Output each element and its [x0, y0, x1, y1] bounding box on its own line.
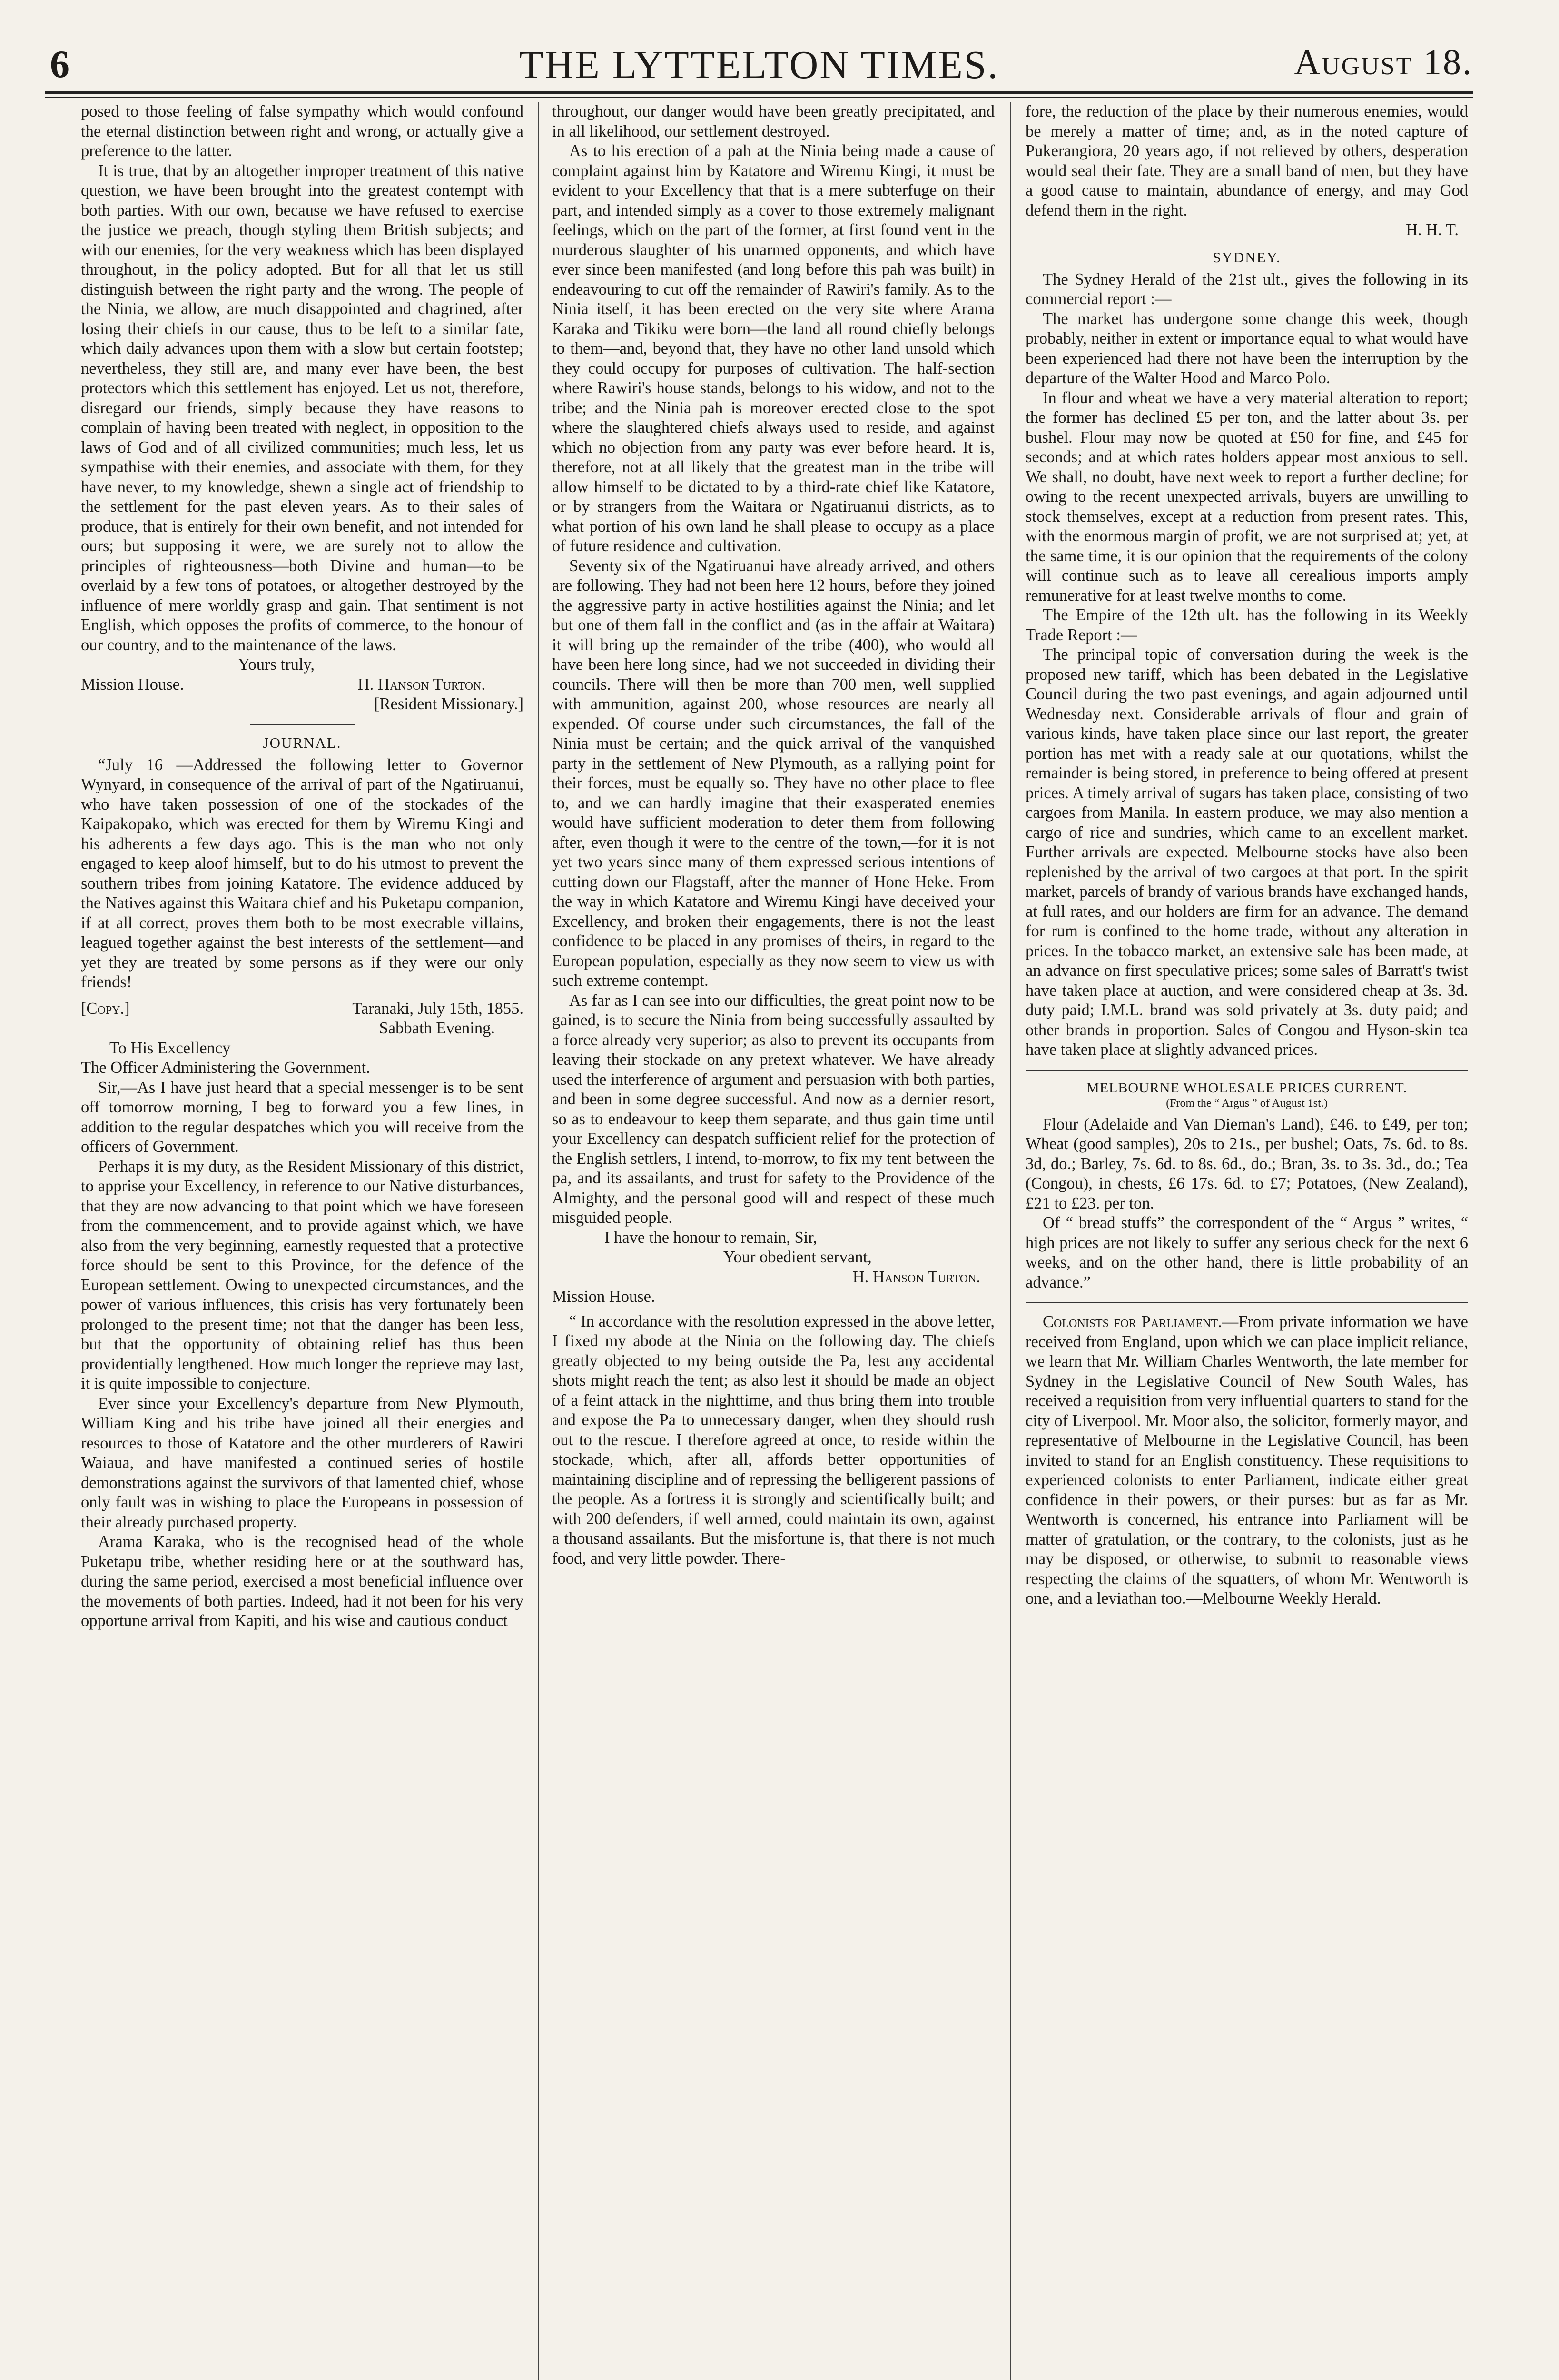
- signature-block: [552, 1228, 995, 1307]
- paragraph: Sir,—As I have just heard that a special messenger is to be sent off tomorrow morning, I beg to forward you a few lines, in addition to the regular despatches which you will receive from the officers of Government.: [81, 1078, 523, 1156]
- letter-addressee: To His Excellency: [109, 1039, 231, 1057]
- paragraph: The Empire of the 12th ult. has the following in its Weekly Trade Report :—: [1026, 606, 1468, 644]
- paragraph: “July 16 —Addressed the following letter to Governor Wynyard, in consequence of the arrival of part of the Ngatiruanui, who have taken possession of one of the stockades of the Kaipakopako, which was erected for them by Wiremu Kingi and his adherents a few days ago. This is the man who not only engaged to keep aloof himself, but to do his utmost to prevent the southern tribes from joining Katatore. The evidence adduced by the Natives against this Waitara chief and his Puketapu companion, if at all correct, proves them both to be most execrable villains, leagued together against the best interests of the settlement—and yet they are treated by some persons as if they were our only friends!: [81, 755, 523, 991]
- paragraph: “ In accordance with the resolution expressed in the above letter, I fixed my abode at the Ninia on the following day. The chiefs greatly objected to my being outside the Pa, lest any accidental shots might reach the tent; as also lest it should be made an object of a feint attack in the nighttime, and thus bring them into trouble and expose the Pa to unnecessary danger, when they should rush out to the rescue. I therefore agreed at once, to reside within the stockade, which, after all, affords better opportunities of maintaining discipline and of repressing the belligerent passions of the people. As a fortress it is strongly and scientifically built; and with 200 defenders, if well armed, could maintain its own, against a thousand assailants. But the misfortune is, that there is not much food, and very little powder. There-: [552, 1312, 995, 1567]
- letter-place-date: Taranaki, July 15th, 1855.: [352, 999, 523, 1018]
- paragraph: The principal topic of conversation during the week is the proposed new tariff, which has been debated in the Legislative Council during the two past evenings, and again adjourned until Wednesday next. Considerable arrivals of flour and grain of various kinds, have taken place since our last report, the greater portion has met with a ready sale at our quotations, whilst the remainder is being stored, in preference to being offered at present prices. A timely arrival of sugars has taken place, consisting of two cargoes from Manila. In eastern produce, we may also mention a cargo of rice and sundries, which came to an excellent market. Further arrivals are expected. Melbourne stocks have also been replenished by the arrival of two cargoes at that port. In the spirit market, parcels of brandy of various brands have exchanged hands, at full rates, and our holders are firm for an advance. The demand for rum is confined to the home trade, without any alteration in prices. In the tobacco market, an extensive sale has been made, at an advance on first speculative prices; some sales of Barratt's twist have taken place at auction, and were considered cheap at 3s. 3d. duty paid; I.M.L. brand was sold privately at 3s. duty paid; and other brands in proportion. Sales of Congou and Hyson-skin tea have taken place at slightly advanced prices.: [1026, 645, 1468, 1059]
- signature-closing: I have the honour to remain, Sir,: [604, 1228, 818, 1247]
- signature-name: H. Hanson Turton.: [357, 675, 485, 694]
- section-source: (From the “ Argus ” of August 1st.): [1166, 1097, 1328, 1110]
- paragraph: Perhaps it is my duty, as the Resident Missionary of this district, to apprise your Excellency, in reference to our Native disturbances, that they are now advancing to that point which we have foreseen from the commencement, and to provide against which, we have also from the very beginning, earnestly requested that a protective force should be sent to this Province, for the defence of the European settlement. Owing to unexpected circumstances, and the power of various influences, this crisis has very fortunately been prolonged to the present time; not that the danger has been less, but that the opportunity of obtaining relief has thus been providentially lengthened. How much longer the reprieve may last, it is quite impossible to conjecture.: [81, 1157, 523, 1393]
- section-rule: [250, 724, 355, 725]
- signature-place: Mission House.: [81, 675, 184, 694]
- letter-header: [81, 999, 523, 1078]
- run-in-heading: Colonists for Parliament.: [1043, 1313, 1222, 1331]
- paragraph: Arama Karaka, who is the recognised head of the whole Puketapu tribe, whether residing here or at the southward has, during the same period, exercised a most beneficial influence over the movements of both parties. Indeed, had it not been for his very opportune arrival from Kapiti, and his wise and cautious conduct: [81, 1533, 523, 1630]
- signature-closing: Yours truly,: [238, 655, 315, 674]
- paragraph: posed to those feeling of false sympathy which would confound the eternal distinction between right and wrong, or actually give a preference to the latter.: [81, 102, 523, 160]
- signature-servant: Your obedient servant,: [723, 1248, 872, 1266]
- paragraph: Seventy six of the Ngatiruanui have already arrived, and others are following. They had not been here 12 hours, before they joined the aggressive party in active hostilities against the Ninia; and let but one of them fall in the conflict and (as in the affair at Waitara) it will bring up the remainder of the tribe (400), who would all have been here long since, had we not succeeded in dividing their councils. There will then be more than 700 men, well supplied with ammunition, against 200, whose resources are nearly all expended. Of course under such circumstances, the fall of the Ninia must be certain; and the quick arrival of the vanquished party in the settlement of New Plymouth, as a rallying point for their forces, must be equally so. They have no other place to flee to, and we can hardly imagine that their exasperated enemies would have sufficient moderation to deter them from following after, even though it were to the centre of the town,—for it is not yet two years since many of them expressed serious intentions of cutting down our Flagstaff, after the manner of Hone Heke. From the way in which Katatore and Wiremu Kingi have deceived your Excellency, and broken their engagements, there is not the least confidence to be placed in any promises of theirs, in regard to the European population, especially as they now seem to view us with such extreme contempt.: [552, 556, 995, 990]
- paragraph: As to his erection of a pah at the Ninia being made a cause of complaint against him by Katatore and Wiremu Kingi, it must be evident to your Excellency that that is a mere subterfuge on their part, and intended simply as a cover to those extremely malignant feelings, which on the part of the former, at first found vent in the murderous slaughter of his unarmed opponents, and which have ever since been manifested (and long before this pah was built) in endeavouring to cut off the remainder of Rawiri's family. As to the Ninia itself, it has been erected on the very site where Arama Karaka and Tikiku were born—the land all round chiefly belongs to them—and, beyond that, they have no other land unsold which they could occupy for purposes of cultivation. The half-section where Rawiri's house stands, belongs to his widow, and not to the tribe; and the Ninia pah is moreover erected close to the spot where the slaughtered chiefs always used to reside, and against which no objection from any party was ever before heard. It is, therefore, not at all likely that the greatest man in the tribe will allow himself to be dictated to by a third-rate chief like Katatore, or by strangers from the Waitara or Ngatiruanui districts, as to what portion of his own land he shall please to occupy as a place of future residence and cultivation.: [552, 142, 995, 555]
- paragraph: In flour and wheat we have a very material alteration to report; the former has declined £5 per ton, and the latter about 3s. per bushel. Flour may now be quoted at £50 for fine, and £45 for seconds; and at which rates holders appear most anxious to sell. We shall, no doubt, have next week to report a further decline; for owing to the recent unexpected arrivals, buyers are unwilling to stock themselves, except at a reduction from present rates. This, with the enormous margin of profit, we are not surprised at; yet, at the same time, it is our opinion that the requirements of the colony will continue such as to leave all cerealious imports amply remunerative for at least twelve months to come.: [1026, 388, 1468, 605]
- letter-day: Sabbath Evening.: [379, 1019, 495, 1037]
- section-rule: [1026, 1302, 1468, 1303]
- paragraph: The market has undergone some change this week, though probably, neither in extent or importance equal to what would have been experienced had there not have been the interruption by the departure of the Walter Hood and Marco Polo.: [1026, 309, 1468, 387]
- masthead-rule-thin: [45, 97, 1473, 98]
- paragraph: Flour (Adelaide and Van Dieman's Land), £46. to £49, per ton; Wheat (good samples), 20s to 21s., per bushel; Oats, 7s. 6d. to 8s. 3d, do.; Barley, 7s. 6d. to 8s. 6d., do.; Bran, 3s. to 3s. 3d., do.; Tea (Congou), in chests, £6 17s. 6d. to £7; Potatoes, (New Zealand), £21 to £23. per ton.: [1026, 1115, 1468, 1212]
- column-divider: [1010, 102, 1011, 2380]
- newspaper-title: THE LYTTELTON TIMES.: [519, 43, 999, 87]
- section-heading: MELBOURNE WHOLESALE PRICES CURRENT.: [1086, 1080, 1407, 1096]
- column-3: [1026, 102, 1468, 2380]
- page-number: 6: [50, 42, 69, 86]
- paragraph: It is true, that by an altogether improper treatment of this native question, we have been brought into the greatest contempt with both parties. With our own, because we have refused to exercise the justice we preach, though styling them British subjects; and with our enemies, for the very weakness which has been displayed throughout, in the policy adopted. But for all that let us still distinguish between the right party and the wrong. The people of the Ninia, we allow, are much disappointed and chagrined, after losing their chiefs in our cause, thus to be left to a similar fate, which daily advances upon them with a slow but certain footstep; nevertheless, they still are, and many ever have been, the best protectors which this settlement has enjoyed. Let us not, therefore, disregard our friends, simply because they have reasons to complain of having been treated with neglect, in opposition to the laws of God and of all civilized communities; much less, let us sympathise with their enemies, and associate with them, for they have never, to my knowledge, shewn a single act of friendship to the settlement for the past eleven years. As to their sales of produce, that is entirely for their own benefit, and not intended for ours; but supposing it were, we are surely not to allow the principles of righteousness—both Divine and human—to be overlaid by a few tons of potatoes, or altogether destroyed by the influence of mere worldly grasp and gain. That sentiment is not English, which opposes the profits of commerce, to the honour of our country, and to the maintenance of the laws.: [81, 161, 523, 654]
- column-1: [81, 102, 523, 2380]
- letter-addressee-title: The Officer Administering the Government.: [81, 1059, 370, 1077]
- section-heading: SYDNEY.: [1213, 248, 1281, 266]
- paragraph-body: —From private information we have received from England, upon which we can place implicit reliance, we learn that Mr. William Charles Wentworth, the late member for Sydney in the Legislative Council of New South Wales, has received a requisition from very influential quarters to stand for the city of Liverpool. Mr. Moor also, the solicitor, formerly mayor, and representative of Melbourne in the Legislative Council, has been invited to stand for an English constituency. These requisitions to experienced colonists to enter Parliament, indicate either great confidence in their powers, or their purses: but as far as Mr. Wentworth is concerned, his entrance into Parliament will be matter of gratulation, or the contrary, to the colonists, just as he may be disposed, or otherwise, to submit to reasonable views respecting the claims of the squatters, of whom Mr. Wentworth is one, and a leviathan too.—Melbourne Weekly Herald.: [1026, 1313, 1468, 1607]
- letter-copy-line: [81, 999, 523, 1019]
- signature-line: [81, 675, 523, 695]
- initials-signature: H. H. T.: [1406, 221, 1459, 239]
- signature-name: H. Hanson Turton.: [852, 1268, 980, 1286]
- column-2: [552, 102, 995, 2380]
- paragraph: [1026, 1312, 1468, 1609]
- paragraph: The Sydney Herald of the 21st ult., gives the following in its commercial report :—: [1026, 270, 1468, 308]
- paragraph: fore, the reduction of the place by their numerous enemies, would be merely a matter of time; and, as in the noted capture of Pukerangiora, 20 years ago, if not relieved by others, desperation would seal their fate. They are a small band of men, but they have a good cause to maintain, abundance of energy, and may God defend them in the right.: [1026, 102, 1468, 219]
- paragraph: Ever since your Excellency's departure from New Plymouth, William King and his tribe have joined all their energies and resources to those of Katatore and the other murderers of Rawiri Waiaua, and have manifested a continued series of hostile demonstrations against the survivors of that lamented chief, whose only fault was in wishing to place the Europeans in possession of their already purchased property.: [81, 1394, 523, 1531]
- section-rule: [1026, 1070, 1468, 1071]
- paragraph: Of “ bread stuffs” the correspondent of the “ Argus ” writes, “ high prices are not likely to suffer any serious check for the next 6 weeks, and on the other hand, there is little probability of an advance.”: [1026, 1214, 1468, 1291]
- signature-title: [Resident Missionary.]: [374, 695, 523, 713]
- masthead-rule: [45, 91, 1473, 94]
- section-heading: JOURNAL.: [263, 734, 342, 751]
- paragraph: As far as I can see into our difficulties, the great point now to be gained, is to secure the Ninia from being successfully assaulted by a force already very superior; as also to prevent its occupants from leaving their stockade on any pretext whatever. We have already used the interference of argument and persuasion with both parties, and been in some degree successful. And now as a dernier resort, so as to endeavour to keep them separate, and thus gain time until your Excellency can despatch sufficient relief for the protection of the English settlers, I intend, to-morrow, to fix my tent between the pa, and its assailants, and trust for safety to the Providence of the Almighty, and the personal good will and respect of these much misguided people.: [552, 991, 995, 1227]
- copy-label: [Copy.]: [81, 999, 130, 1018]
- issue-date: August 18.: [1294, 42, 1473, 82]
- masthead: [45, 42, 1473, 89]
- paragraph: throughout, our danger would have been greatly precipitated, and in all likelihood, our settlement destroyed.: [552, 102, 995, 140]
- signature-block: [81, 655, 523, 714]
- column-divider: [538, 102, 539, 2380]
- signature-place: Mission House.: [552, 1288, 655, 1306]
